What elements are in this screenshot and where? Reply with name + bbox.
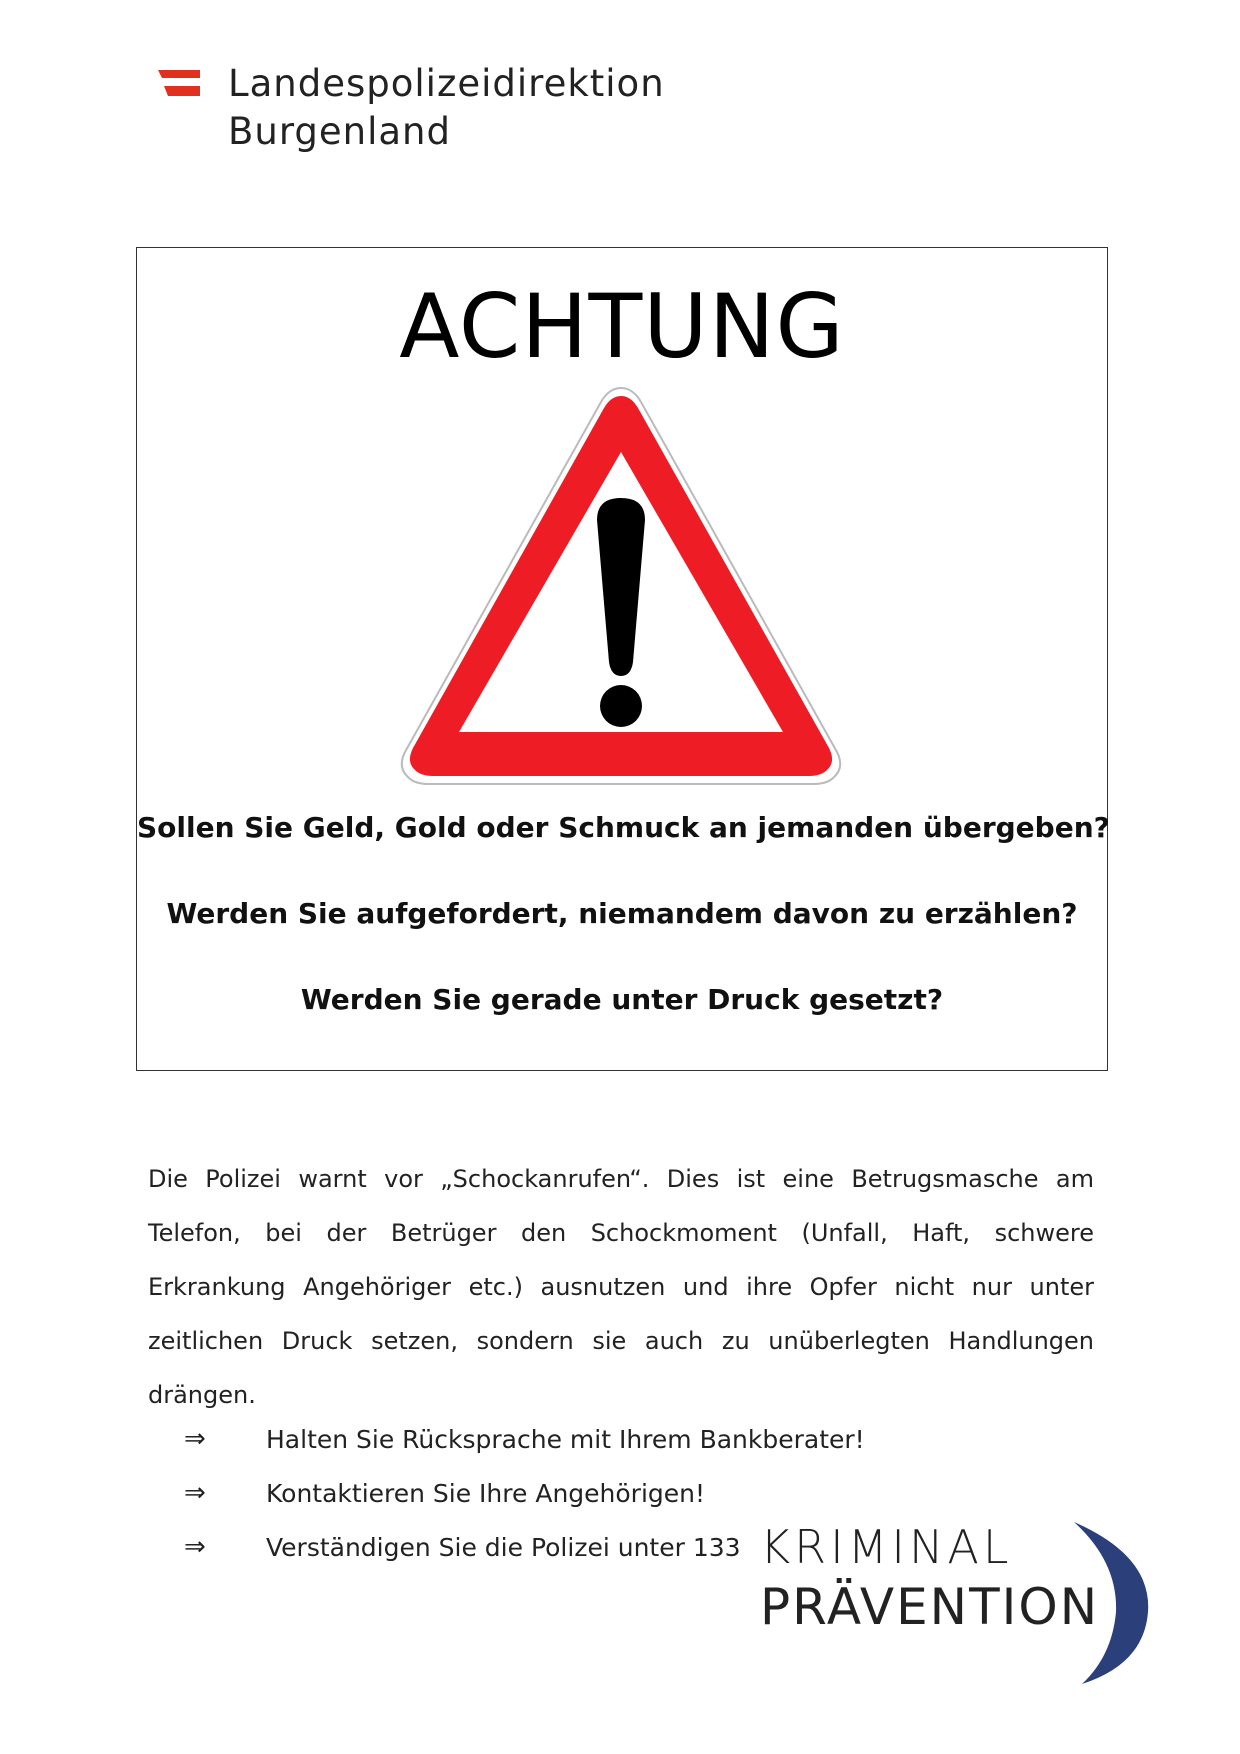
warning-questions [137,808,1110,1066]
list-item [184,1412,865,1466]
warning-box [136,247,1108,1071]
question-3: Werden Sie gerade unter Druck gesetzt? [300,983,944,1016]
org-line-2: Burgenland [228,110,451,153]
double-arrow-icon: ⇒ [184,1478,206,1508]
double-arrow-icon: ⇒ [184,1424,206,1454]
advice-text: Halten Sie Rücksprache mit Ihrem Bankberater! [266,1424,865,1454]
org-line-1: Landespolizeidirektion [228,62,665,105]
logo-arc-icon [1056,1516,1156,1688]
warning-title: ACHTUNG [399,275,845,378]
list-item [184,1466,865,1520]
body-paragraph: Die Polizei warnt vor „Schockanrufen“. Dies ist eine Betrugsmasche am Telefon, bei der Betrüger den Schockmoment (Unfall, Haft, schwere Erkrankung Angehöriger etc.) ausnutzen und ihre Opfer nicht nur unter zeitlichen Druck setzen, sondern sie auch zu unüberlegten Handlungen drängen. [148,1165,1094,1409]
logo-word-kriminal: KRIMINAL [760,1520,1013,1574]
advice-text: Kontaktieren Sie Ihre Angehörigen! [266,1478,706,1508]
warning-triangle-icon [393,380,849,790]
question-2: Werden Sie aufgefordert, niemandem davon zu erzählen? [166,897,1078,930]
austria-flag-icon [158,70,200,98]
logo-word-praevention: PRÄVENTION [760,1578,1100,1636]
organization-name [228,60,828,156]
advice-text: Verständigen Sie die Polizei unter 133 [266,1532,741,1562]
kriminalpraevention-logo [760,1520,1160,1700]
question-1: Sollen Sie Geld, Gold oder Schmuck an jemanden übergeben? [137,811,1110,844]
double-arrow-icon: ⇒ [184,1532,206,1562]
